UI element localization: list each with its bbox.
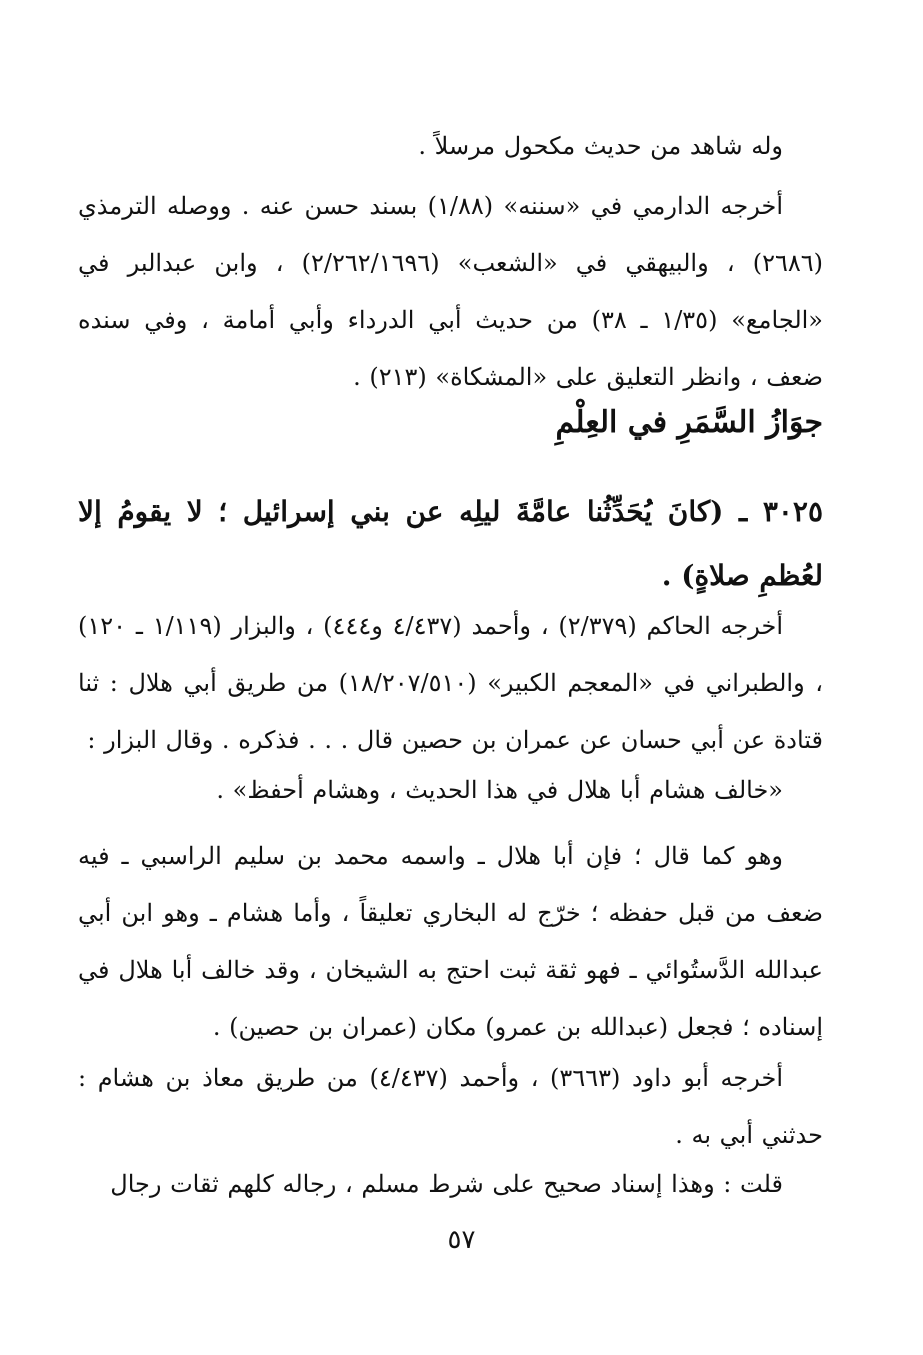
paragraph-bazzar-quote: «خالف هشام أبا هلال في هذا الحديث ، وهشام أحفظ» .: [216, 776, 783, 804]
paragraph-commentary: وهو كما قال ؛ فإن أبا هلال ـ واسمه محمد بن سليم الراسبي ـ فيه ضعف من قبل حفظه ؛ خرّج له البخاري تعليقاً ، وأما هشام ـ وهو ابن أبي عبدالله الدَّستُوائي ـ فهو ثقة ثبت احتج به الشيخان ، وقد خالف أبا هلال في إسناده ؛ فجعل (عبدالله بن عمرو) مكان (عمران بن حصين) .: [78, 842, 823, 1041]
paragraph-takhrij-hakim: أخرجه الحاكم (٢/٣٧٩) ، وأحمد (٤/٤٣٧ و٤٤٤) ، والبزار (١/١١٩ ـ ١٢٠) ، والطبراني في «المعجم الكبير» (١٨/٢٠٧/٥١٠) من طريق أبي هلال : ثنا قتادة عن أبي حسان عن عمران بن حصين قال . . . فذكره . وقال البزار :: [78, 612, 823, 754]
page-number: ٥٧: [447, 1225, 476, 1255]
paragraph-takhrij-abudawud: أخرجه أبو داود (٣٦٦٣) ، وأحمد (٤/٤٣٧) من طريق معاذ بن هشام : حدثني أبي به .: [78, 1064, 823, 1149]
paragraph-takhrij-darimi: أخرجه الدارمي في «سننه» (١/٨٨) بسند حسن عنه . ووصله الترمذي (٢٦٨٦) ، والبيهقي في «الشعب» (٢/٢٦٢/١٦٩٦) ، وابن عبدالبر في «الجامع» (١/٣٥ ـ ٣٨) من حديث أبي الدرداء وأبي أمامة ، وفي سنده ضعف ، وانظر التعليق على «المشكاة» (٢١٣) .: [78, 192, 823, 391]
section-heading: جوَازُ السَّمَرِ في العِلْمِ: [555, 405, 823, 440]
paragraph-shahid: وله شاهد من حديث مكحول مرسلاً .: [418, 132, 783, 160]
paragraph-verdict: قلت : وهذا إسناد صحيح على شرط مسلم ، رجاله كلهم ثقات رجال: [110, 1170, 783, 1198]
hadith-text: ٣٠٢٥ ـ (كانَ يُحَدِّثُنا عامَّةَ ليلِه عن بني إسرائيل ؛ لا يقومُ إلا لعُظمِ صلاةٍ) .: [78, 495, 823, 592]
